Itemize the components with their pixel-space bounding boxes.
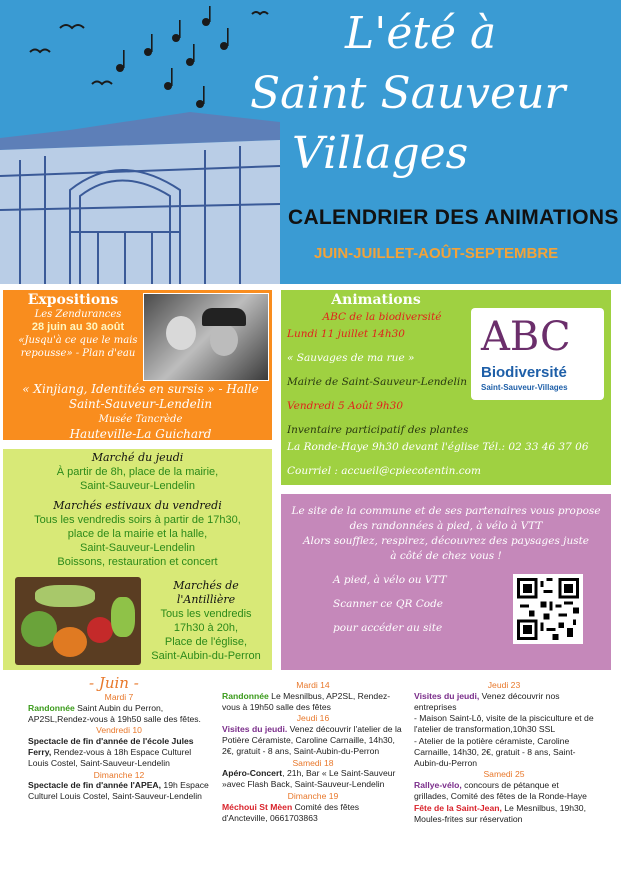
juin-c1-event-3: Spectacle de fin d'année l'APEA, 19h Espace Culturel Louis Costel, Saint-Sauveur-Lendelin [28, 780, 209, 802]
marche-vendredi-heading: Marchés estivaux du vendredi [53, 499, 222, 512]
marche-vendredi-line1: Tous les vendredis soirs à partir de 17h30, [34, 514, 241, 526]
marche-antil-line4: Saint-Aubin-du-Perron [151, 650, 261, 662]
juin-c2-date-1: Mardi 14 [296, 680, 330, 690]
juin-c2-event-3: Apéro-Concert, 21h, Bar « Le Saint-Sauveur »avec Flash Back, Saint-Sauveur-Lendelin [222, 768, 396, 790]
qr-code-icon [517, 578, 579, 640]
expositions-more [13, 382, 268, 440]
juin-c2-event-1: Randonnée Le Mesnilbus, AP2SL, Rendez-vous à 19h50 salle des fêtes [222, 690, 391, 712]
juin-column-1 [28, 692, 210, 803]
calendar-title: CALENDRIER DES ANIMATIONS [288, 206, 619, 229]
abc-line: ABC de la biodiversité [322, 311, 442, 323]
header-banner [0, 0, 621, 284]
event1-dates: 28 juin au 30 août [31, 321, 125, 333]
birds-decoration [30, 12, 268, 84]
animations-heading: Animations [331, 292, 421, 308]
marche-antilliere [143, 579, 269, 663]
marche-antil-heading: Marchés de l'Antillière [173, 579, 239, 606]
exhibition-photo [143, 293, 269, 381]
juin-c2-event-2: Visites du jeudi. Venez découvrir l'atelier de la Potière Céramiste, Caroline Carnaille, 14h30, 2€, gratuit - 8 ans, Saint-Aubin-du-Perron [222, 724, 402, 756]
rando-intro-2: des randonnées à pied, à vélo à VTT [349, 520, 543, 532]
marche-jeudi-heading: Marché du jeudi [91, 451, 184, 464]
marche-antil-line1: Tous les vendredis [160, 608, 252, 620]
anim-event-2: Inventaire participatif des plantes [287, 424, 469, 436]
rando-intro-3: Alors soufflez, respirez, découvrez des paysages juste [302, 535, 590, 547]
juin-column-2 [222, 680, 404, 824]
juin-c3-event-1-more-2: - Atelier de la potière céramiste, Caroline Carnaille, 14h30, 2€, gratuit - 8 ans, Saint-Aubin-du-Perron [414, 735, 576, 768]
randonnees-box [281, 494, 611, 670]
marche-antil-line3: Place de l'église, [164, 636, 248, 648]
juin-c3-event-3: Fête de la Saint-Jean, Le Mesnilbus, 19h30, Moules-frites sur réservation [414, 802, 586, 824]
juin-c2-date-3: Samedi 18 [292, 757, 334, 768]
juin-c2-date-4: Dimanche 19 [287, 790, 339, 801]
event2-title: « Xinjiang, Identités en sursis » - Halle [22, 382, 259, 396]
marche-jeudi-line2: Saint-Sauveur-Lendelin [80, 480, 195, 492]
event2-place: Saint-Sauveur-Lendelin [68, 397, 213, 411]
juin-c3-event-1: Visites du jeudi, Venez découvrir nos entreprises [414, 690, 560, 712]
rando-intro [289, 504, 603, 564]
qr-code[interactable] [513, 574, 583, 644]
title-line-3: Villages [292, 128, 469, 179]
marche-vendredi-line3: Saint-Sauveur-Lendelin [80, 542, 195, 554]
title-line-1: L'été à [345, 8, 497, 59]
music-notes-decoration [116, 6, 229, 108]
anim-date-1: Lundi 11 juillet 14h30 [287, 328, 405, 340]
marches-box [3, 449, 272, 670]
abc-biodiversite-logo [471, 308, 604, 400]
expositions-details [13, 308, 143, 360]
juin-column-3 [414, 680, 594, 825]
juin-c3-event-2: Rallye-vélo, concours de pétanque et grillades, Comité des fêtes de la Ronde-Haye [414, 780, 587, 801]
juin-c2-event-4: Méchoui St Mèen Comité des fêtes d'Ancteville, 0661703863 [222, 801, 360, 823]
title-line-2: Saint Sauveur [250, 68, 566, 119]
juin-c1-date-2: Vendredi 10 [96, 725, 142, 736]
juin-heading: - Juin - [89, 674, 139, 692]
juin-c2-date-2: Jeudi 16 [296, 713, 330, 724]
expositions-heading: Expositions [27, 292, 119, 308]
marche-jeudi-line1: À partir de 8h, place de la mairie, [56, 466, 219, 478]
rando-intro-1: Le site de la commune et de ses partenaires vous propose [291, 505, 601, 517]
juin-c1-date-3: Dimanche 12 [93, 769, 145, 780]
juin-c3-date-1: Jeudi 23 [487, 680, 521, 690]
event3-title: Musée Tancrède [98, 414, 183, 425]
anim-date-2: Vendredi 5 Août 9h30 [287, 400, 404, 412]
rando-intro-4: à côté de chez vous ! [390, 550, 502, 562]
animations-details [287, 310, 477, 437]
anim-place-2: La Ronde-Haye 9h30 devant l'église Tél.: 02 33 46 37 06 [287, 441, 589, 453]
event3-place: Hauteville-La Guichard [69, 427, 212, 440]
rando-line-2: Scanner ce QR Code [333, 598, 444, 610]
expositions-box [3, 290, 272, 440]
juin-c1-event-2: Spectacle de fin d'année de l'école Jules Ferry, Rendez-vous à 18h Espace Culturel Louis Costel, Saint-Sauveur-Lendelin [28, 736, 194, 768]
anim-event-1: « Sauvages de ma rue » [287, 352, 415, 364]
logo-name: Biodiversité [481, 364, 567, 381]
logo-sub: Saint-Sauveur-Villages [481, 383, 568, 392]
anim-place-1: Mairie de Saint-Sauveur-Lendelin [287, 376, 467, 388]
logo-letters: ABC [481, 314, 571, 360]
marche-antil-line2: 17h30 à 20h, [173, 622, 239, 634]
event1-quote: «Jusqu'à ce que le mais repousse» - Plan d'eau [18, 335, 138, 359]
calendar-months: JUIN-JUILLET-AOÛT-SEPTEMBRE [314, 245, 559, 262]
marche-vendredi [3, 499, 272, 569]
juin-c3-event-1-more-1: - Maison Saint-Lô, visite de la pisciculture et de l'atelier de transformation,10h30 SSL [414, 713, 594, 735]
marche-vendredi-line4: Boissons, restauration et concert [57, 556, 218, 568]
juin-c1-date-1: Mardi 7 [104, 692, 134, 702]
juin-c1-event-1: Randonnée Saint Aubin du Perron, AP2SL,Rendez-vous à 19h50 salle des fêtes. [28, 702, 201, 724]
anim-contact[interactable]: Courriel : accueil@cpiecotentin.com [287, 465, 481, 477]
juin-c3-date-2: Samedi 25 [483, 769, 525, 780]
marche-jeudi [3, 451, 272, 493]
vegetables-photo [15, 577, 141, 665]
animations-box [281, 290, 611, 485]
marche-vendredi-line2: place de la mairie et la halle, [67, 528, 208, 540]
event1-title: Les Zendurances [34, 309, 122, 320]
rando-line-3: pour accéder au site [333, 622, 443, 634]
rando-line-1: A pied, à vélo ou VTT [333, 574, 447, 586]
